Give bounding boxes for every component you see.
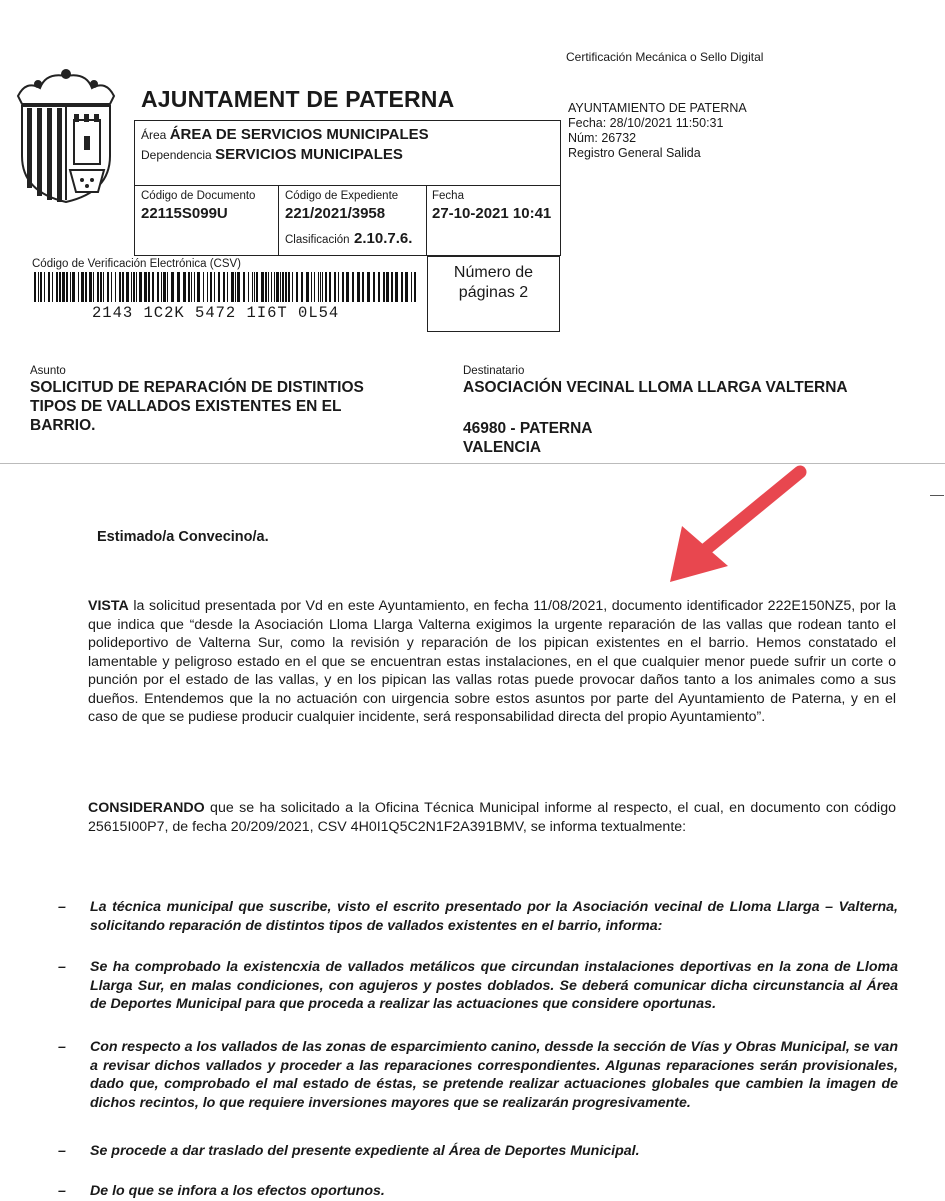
codigo-documento-value: 22115S099U xyxy=(141,205,228,222)
barcode-bar xyxy=(261,272,264,302)
barcode-bar xyxy=(207,272,208,302)
dependencia-label: Dependencia xyxy=(141,148,212,162)
barcode-bar xyxy=(329,272,331,302)
barcode-bar xyxy=(401,272,403,302)
greeting: Estimado/a Convecino/a. xyxy=(97,529,269,545)
bullet-text: Se procede a dar traslado del presente expediente al Área de Deportes Municipal. xyxy=(90,1143,640,1159)
clasificacion-row xyxy=(285,230,412,248)
barcode-bar xyxy=(38,272,39,302)
barcode-bar xyxy=(163,272,166,302)
municipal-coat-of-arms xyxy=(6,66,126,206)
codigo-documento-label: Código de Documento xyxy=(141,190,256,202)
barcode-bar xyxy=(301,272,303,302)
considerando-lead: CONSIDERANDO xyxy=(88,800,205,816)
barcode-bar xyxy=(157,272,159,302)
barcode-bar xyxy=(133,272,135,302)
bullet-text: Se ha comprobado la existencxia de vallados metálicos que circundan instalaciones deportivas en la zona de Lloma Llarga Sur, en malas condiciones, con agujeros y postes doblados. Se deberá comunicar dicha circunstancia al Área de Deportes Municipal para que proceda a realizar las actuaciones que considere oportunas. xyxy=(90,959,898,1012)
barcode-bar xyxy=(256,272,258,302)
barcode-bar xyxy=(122,272,124,302)
codigo-expediente-label: Código de Expediente xyxy=(285,190,399,202)
asunto-text xyxy=(30,378,430,435)
barcode-bar xyxy=(276,272,279,302)
asunto-line: TIPOS DE VALLADOS EXISTENTES EN EL xyxy=(30,398,342,415)
barcode-bar xyxy=(282,272,284,302)
barcode-bar xyxy=(334,272,336,302)
barcode-bar xyxy=(357,272,360,302)
barcode-bar xyxy=(254,272,255,302)
barcode-bar xyxy=(405,272,408,302)
barcode-bar xyxy=(265,272,267,302)
bullet-dash: – xyxy=(58,899,66,915)
csv-label: Código de Verificación Electrónica (CSV) xyxy=(32,258,242,270)
barcode-bar xyxy=(231,272,234,302)
barcode-bar xyxy=(352,272,354,302)
dependencia-value: SERVICIOS MUNICIPALES xyxy=(215,146,403,163)
bullet-dash: – xyxy=(58,1039,66,1055)
barcode-bar xyxy=(148,272,150,302)
fecha-value: 27-10-2021 10:41 xyxy=(432,205,552,222)
barcode-bar xyxy=(136,272,137,302)
barcode-bar xyxy=(62,272,65,302)
red-arrow-annotation xyxy=(660,462,810,592)
csv-number: 2143 1C2K 5472 1I6T 0L54 xyxy=(92,304,340,322)
barcode-bar xyxy=(203,272,204,302)
barcode-bar xyxy=(139,272,142,302)
barcode-bar xyxy=(342,272,344,302)
area-value: ÁREA DE SERVICIOS MUNICIPALES xyxy=(169,126,429,143)
barcode-bar xyxy=(318,272,319,302)
area-row xyxy=(141,125,429,145)
barcode-bar xyxy=(362,272,364,302)
destinatario-city: VALENCIA xyxy=(463,439,542,456)
barcode-bar xyxy=(223,272,225,302)
barcode-bar xyxy=(237,272,240,302)
barcode-bar xyxy=(59,272,61,302)
list-item xyxy=(58,958,898,1014)
barcode-bar xyxy=(115,272,116,302)
barcode-bar xyxy=(152,272,154,302)
bullet-dash: – xyxy=(58,1183,66,1199)
barcode-bar xyxy=(197,272,200,302)
barcode-bar xyxy=(285,272,287,302)
csv-barcode xyxy=(34,272,418,302)
barcode-bar xyxy=(119,272,121,302)
list-item xyxy=(58,898,898,935)
vista-paragraph xyxy=(88,597,896,727)
barcode-bar xyxy=(131,272,132,302)
barcode-bar xyxy=(191,272,192,302)
registry-date: Fecha: 28/10/2021 11:50:31 xyxy=(568,116,724,130)
barcode-bar xyxy=(378,272,380,302)
bullet-text: De lo que se infora a los efectos oportunos. xyxy=(90,1183,385,1199)
barcode-bar xyxy=(48,272,50,302)
barcode-bar xyxy=(89,272,92,302)
list-item xyxy=(58,1182,898,1201)
barcode-bar xyxy=(210,272,212,302)
barcode-bar xyxy=(292,272,293,302)
barcode-bar xyxy=(66,272,68,302)
page-count-value: páginas 2 xyxy=(458,284,529,301)
bullet-text: La técnica municipal que suscribe, visto el escrito presentado por la Asociación vecinal de Lloma Llarga – Valterna, solicitando reparación de distintos tipos de vallados existentes en el barrio, informa: xyxy=(90,899,898,934)
barcode-bar xyxy=(274,272,275,302)
barcode-bar xyxy=(227,272,228,302)
barcode-bar xyxy=(85,272,87,302)
barcode-bar xyxy=(72,272,75,302)
certification-label: Certificación Mecánica o Sello Digital xyxy=(566,50,764,64)
registry-org: AYUNTAMIENTO DE PATERNA xyxy=(568,101,747,115)
organization-title: AJUNTAMENT DE PATERNA xyxy=(141,86,455,112)
codigo-expediente-value: 221/2021/3958 xyxy=(285,205,386,222)
asunto-line: SOLICITUD DE REPARACIÓN DE DISTINTIOS xyxy=(30,379,364,396)
barcode-bar xyxy=(177,272,180,302)
barcode-bar xyxy=(144,272,147,302)
barcode-bar xyxy=(161,272,162,302)
barcode-bar xyxy=(391,272,393,302)
barcode-bar xyxy=(320,272,321,302)
bullet-dash: – xyxy=(58,959,66,975)
barcode-bar xyxy=(271,272,272,302)
page-count-box xyxy=(427,256,560,332)
barcode-bar xyxy=(383,272,385,302)
barcode-bar xyxy=(194,272,195,302)
barcode-bar xyxy=(338,272,339,302)
bullet-text: Con respecto a los vallados de las zonas de esparcimiento canino, dessde la sección de Vías y Obras Municipal, se van a revisar dichos vallados y proceder a las reparaciones correspondientes. Algunas reparaciones serán provisionales, dado que, comprobado el mal estado de éstas, se pretende realizar actuaciones globales que cambien la imagen de dichos recintos, lo que requiere inversiones mayores que se realizarán progresivamente. xyxy=(90,1039,898,1111)
clasificacion-label: Clasificación xyxy=(285,234,350,246)
area-label: Área xyxy=(141,128,167,142)
considerando-text: que se ha solicitado a la Oficina Técnica Municipal informe al respecto, el cual, en documento con código 25615I00P7, de fecha 20/209/2021, CSV 4H0I1Q5C2N1F2A391BMV, se informa textualmente: xyxy=(88,800,896,835)
barcode-bar xyxy=(34,272,36,302)
barcode-bar xyxy=(248,272,249,302)
barcode-bar xyxy=(93,272,94,302)
registry-type: Registro General Salida xyxy=(568,146,701,160)
barcode-bar xyxy=(235,272,236,302)
barcode-bar xyxy=(325,272,327,302)
barcode-bar xyxy=(243,272,245,302)
barcode-bar xyxy=(280,272,281,302)
asunto-line: BARRIO. xyxy=(30,417,96,434)
barcode-bar xyxy=(288,272,290,302)
bullet-dash: – xyxy=(58,1143,66,1159)
barcode-bar xyxy=(103,272,104,302)
barcode-bar xyxy=(40,272,42,302)
list-item xyxy=(58,1038,898,1112)
barcode-bar xyxy=(111,272,112,302)
asunto-label: Asunto xyxy=(30,365,66,377)
barcode-bar xyxy=(70,272,71,302)
barcode-bar xyxy=(252,272,253,302)
destinatario-label: Destinatario xyxy=(463,365,525,377)
vista-text: la solicitud presentada por Vd en este Ayuntamiento, en fecha 11/08/2021, documento identificador 222E150NZ5, por la que indica que “desde la Asociación Lloma Llarga Valterna exigimos la urgente reparación de las vallas que rodean tanto el polideportivo de Valterna Sur, como la revisión y reparación de los pipican existentes en el barrio. Hemos constatado el lamentable y peligroso estado en el que se encuentran estas instalaciones, en el que cualquier menor puede sufrir un corte o punción por el estado de las vallas, y en los pipican las vallas rotas puede provocar daños tanto a los animales como a sus dueños. Entendemos que la no actuación con uirgencia sobre estos asuntos por parte del Ayuntamiento de Paterna, y en el caso de que se pudiese producir cualquier incidente, será responsabilidad directa del propio Ayuntamiento”. xyxy=(88,598,896,725)
barcode-bar xyxy=(386,272,389,302)
barcode-bar xyxy=(81,272,84,302)
registry-number: Núm: 26732 xyxy=(568,131,637,145)
barcode-bar xyxy=(414,272,416,302)
clasificacion-value: 2.10.7.6. xyxy=(354,230,413,247)
dependencia-row xyxy=(141,145,403,165)
vista-lead: VISTA xyxy=(88,598,129,614)
barcode-bar xyxy=(78,272,79,302)
barcode-bar xyxy=(322,272,323,302)
page-count-label: Número de xyxy=(453,264,534,281)
barcode-bar xyxy=(167,272,168,302)
header-box-col-divider-1 xyxy=(278,185,279,256)
considerando-paragraph xyxy=(88,799,896,836)
barcode-bar xyxy=(44,272,45,302)
header-box-col-divider-2 xyxy=(426,185,427,256)
barcode-bar xyxy=(411,272,412,302)
barcode-bar xyxy=(107,272,109,302)
barcode-bar xyxy=(214,272,215,302)
fecha-label: Fecha xyxy=(432,190,464,202)
destinatario-postal: 46980 - PATERNA xyxy=(463,420,593,437)
barcode-bar xyxy=(126,272,129,302)
header-box-divider xyxy=(134,185,561,186)
barcode-bar xyxy=(395,272,398,302)
barcode-bar xyxy=(183,272,186,302)
barcode-bar xyxy=(268,272,269,302)
barcode-bar xyxy=(100,272,102,302)
barcode-bar xyxy=(188,272,190,302)
barcode-bar xyxy=(97,272,99,302)
barcode-bar xyxy=(314,272,315,302)
barcode-bar xyxy=(346,272,349,302)
barcode-bar xyxy=(367,272,370,302)
list-item xyxy=(58,1142,898,1161)
margin-mark xyxy=(930,495,944,496)
barcode-bar xyxy=(56,272,58,302)
barcode-bar xyxy=(218,272,220,302)
barcode-bar xyxy=(373,272,375,302)
barcode-bar xyxy=(306,272,309,302)
destinatario-name: ASOCIACIÓN VECINAL LLOMA LLARGA VALTERNA xyxy=(463,379,848,396)
destinatario-address xyxy=(463,419,593,457)
barcode-bar xyxy=(296,272,298,302)
barcode-bar xyxy=(311,272,312,302)
barcode-bar xyxy=(171,272,174,302)
barcode-bar xyxy=(52,272,53,302)
registry-stamp xyxy=(568,101,747,161)
